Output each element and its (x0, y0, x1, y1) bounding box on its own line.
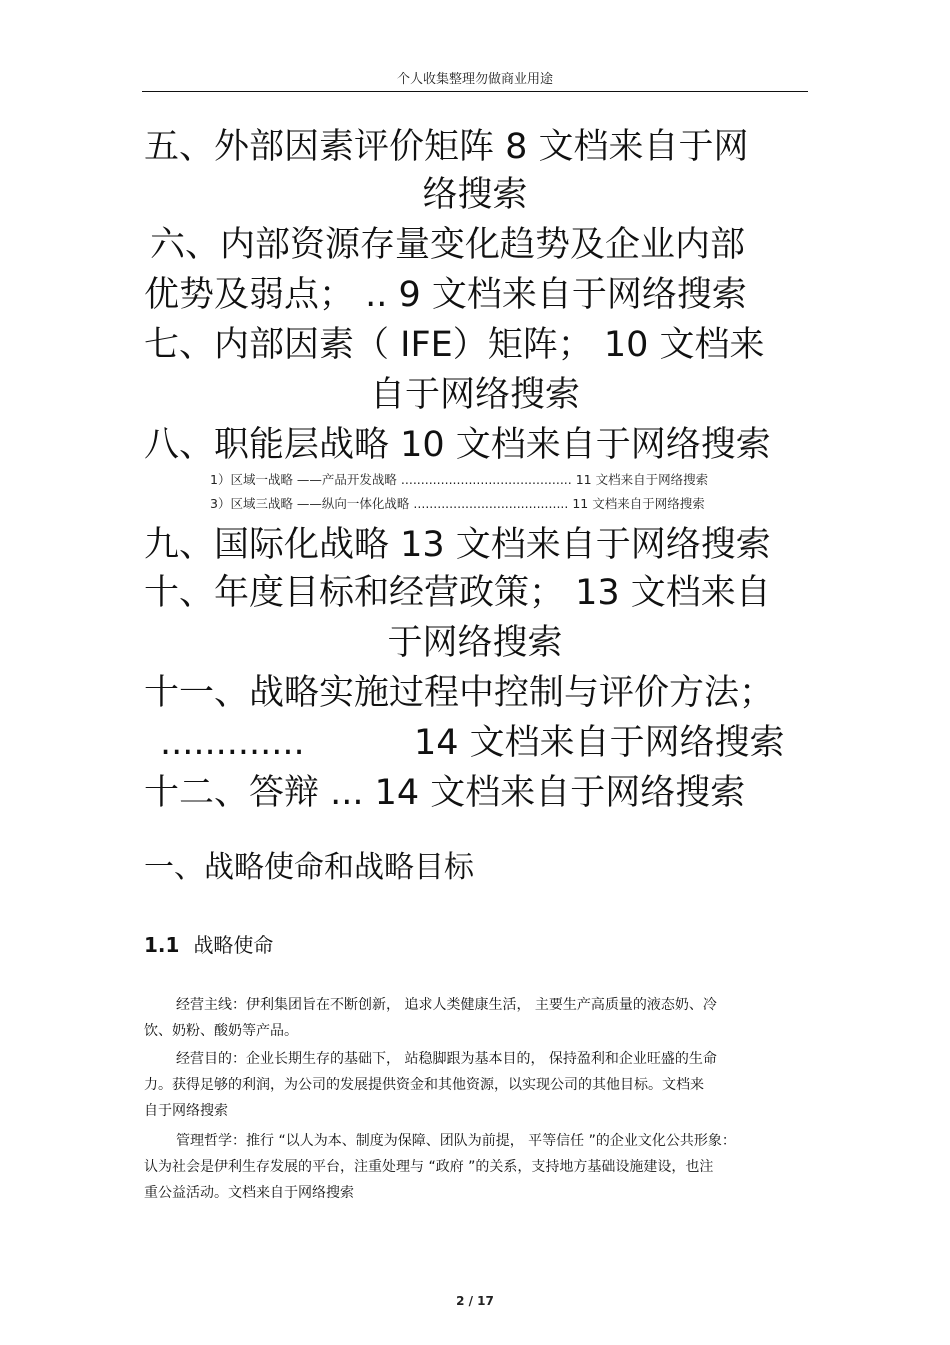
toc-subentry-3: 3）区域三战略 ——纵向一体化战略 ....................................... 11 文档来自于网络搜索 (210, 496, 705, 511)
header-divider (142, 91, 808, 92)
toc-entry-10: 十、年度目标和经营政策； 13 文档来自 (144, 573, 771, 613)
toc-entry-6: 六、内部资源存量变化趋势及企业内部 (150, 225, 746, 265)
toc-entry-5: 五、外部因素评价矩阵 8 文档来自于网 (144, 127, 749, 167)
toc-entry-11: 十一、战略实施过程中控制与评价方法； (144, 673, 775, 713)
paragraph-line: 经营主线：伊利集团旨在不断创新， 追求人类健康生活， 主要生产高质量的液态奶、冷 (176, 997, 717, 1013)
paragraph-line: 经营目的：企业长期生存的基础下， 站稳脚跟为基本目的， 保持盈利和企业旺盛的生命 (176, 1051, 717, 1067)
section-heading: 一、战略使命和战略目标 (144, 850, 474, 885)
toc-entry-11-page: 14 文档来自于网络搜索 (414, 723, 785, 763)
paragraph-line: 管理哲学：推行 “以人为本、制度为保障、团队为前提， 平等信任 ”的企业文化公共形象： (176, 1133, 736, 1149)
toc-entry-9: 九、国际化战略 13 文档来自于网络搜索 (144, 525, 771, 565)
subsection-title: 战略使命 (193, 933, 274, 957)
paragraph-line: 认为社会是伊利生存发展的平台，注重处理与 “政府 ”的关系，支持地方基础设施建设，也注 (144, 1159, 714, 1175)
toc-entry-5-cont: 络搜索 (422, 175, 528, 215)
page-number: 2 / 17 (456, 1294, 494, 1308)
subsection-heading (144, 930, 273, 960)
subsection-number: 1.1 (144, 933, 180, 957)
paragraph-line: 饮、奶粉、酸奶等产品。 (144, 1023, 298, 1039)
toc-entry-12: 十二、答辩 ... 14 文档来自于网络搜索 (144, 773, 746, 813)
toc-subentry-1: 1）区域一战略 ——产品开发战略 ........................................... 11 文档来自于网络搜索 (210, 472, 709, 487)
toc-entry-8: 八、职能层战略 10 文档来自于网络搜索 (144, 425, 771, 465)
paragraph-line: 力。获得足够的利润，为公司的发展提供资金和其他资源，以实现公司的其他目标。文档来 (144, 1077, 704, 1093)
paragraph-line: 自于网络搜索 (144, 1103, 228, 1119)
toc-entry-7-cont: 自于网络搜索 (369, 375, 580, 415)
page-header: 个人收集整理勿做商业用途 (396, 72, 553, 87)
toc-entry-10-cont: 于网络搜索 (387, 623, 563, 663)
paragraph-line: 重公益活动。文档来自于网络搜索 (144, 1185, 354, 1201)
toc-entry-11-leader: ............. (160, 723, 305, 763)
toc-entry-6-cont: 优势及弱点； .. 9 文档来自于网络搜索 (144, 275, 747, 315)
toc-entry-7: 七、内部因素（ IFE）矩阵； 10 文档来 (144, 325, 765, 365)
